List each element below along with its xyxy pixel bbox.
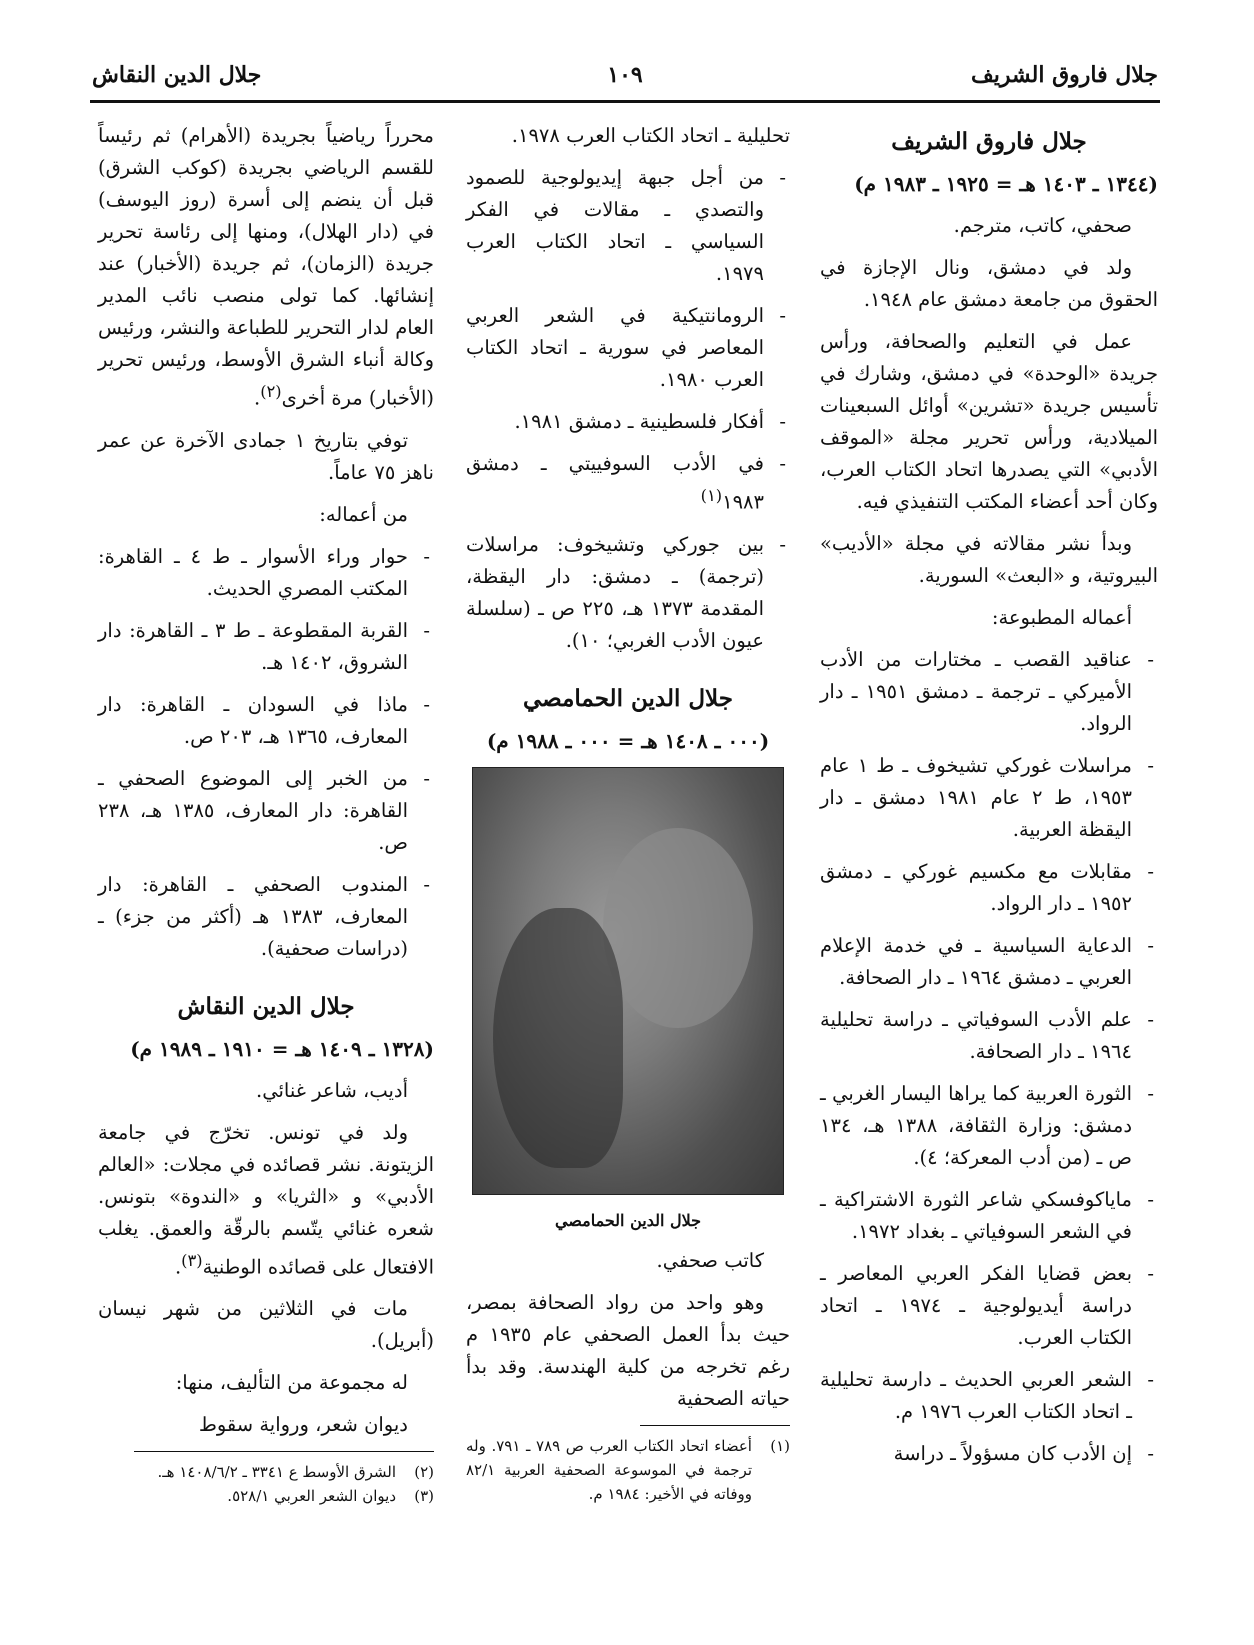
paragraph: ديوان شعر، ورواية سقوط [198,1413,408,1436]
works-heading: أعماله المطبوعة: [991,606,1132,629]
footnote-rule [640,1425,790,1426]
footnote-key: (٢) [414,1463,434,1481]
paragraph: وهو واحد من رواد الصحافة بمصر، حيث بدأ العمل الصحفي عام ١٩٣٥ م رغم تخرجه من كلية الهندسة. وقد بدأ حياته الصحفية [466,1290,790,1410]
list-item: - الشعر العربي الحديث ـ دارسة تحليلية ـ اتحاد الكتاب العرب ١٩٧٦ م. [820,1364,1158,1428]
list-item: - الرومانتيكية في الشعر العربي المعاصر في سورية ـ اتحاد الكتاب العرب ١٩٨٠. [466,300,790,396]
list-item: - عناقيد القصب ـ مختارات من الأدب الأميركي ـ ترجمة ـ دمشق ١٩٥١ ـ دار الرواد. [820,644,1158,740]
photo-caption: جلال الدين الحمامصي [554,1210,702,1230]
footnote-ref: (٣) [181,1250,203,1270]
entry-title: جلال الدين النقاش [177,992,355,1020]
running-header [92,62,1158,102]
paragraph: أديب، شاعر غنائي. [256,1078,408,1102]
list-item: - حوار وراء الأسوار ـ ط ٤ ـ القاهرة: المكتب المصري الحديث. [98,541,434,605]
portrait-photo [472,767,784,1195]
paragraph: مات في الثلاثين من شهر نيسان (أبريل). [98,1297,434,1352]
works-heading: من أعماله: [319,502,408,526]
list-item: - بين جوركي وتشيخوف: مراسلات (ترجمة) ـ دمشق: دار اليقظة، المقدمة ١٣٧٣ هـ، ٢٢٥ ص ـ (سلسلة عيون الأدب الغربي؛ ١٠). [466,529,790,657]
footnote-ref: (١) [700,486,723,505]
list-item: - من الخبر إلى الموضوع الصحفي ـ القاهرة: دار المعارف، ١٣٨٥ هـ، ٢٣٨ ص. [98,763,434,859]
footnote [98,1484,434,1508]
column-right [820,120,1158,1480]
paragraph: صحفي، كاتب، مترجم. [953,214,1132,237]
paragraph: ولد في تونس. تخرّج في جامعة الزيتونة. نشر قصائده في مجلات: «العالم الأدبي» و «الثريا» و «الندوة» بتونس. شعره غنائي يتّسم بالرقّة والعمق. يغلب الافتعال على قصائده الوطنية$^{(٣)}$. [98,1120,434,1278]
list-item: - الثورة العربية كما يراها اليسار الغربي ـ دمشق: وزارة الثقافة، ١٣٨٨ هـ، ١٣٤ ص ـ (من أدب المعركة؛ ٤). [820,1078,1158,1174]
entry-dates: (١٣٢٨ ـ ١٤٠٩ هـ = ١٩١٠ ـ ١٩٨٩ م) [130,1036,434,1061]
paragraph: وبدأ نشر مقالاته في مجلة «الأديب» البيروتية، و «البعث» السورية. [820,532,1158,587]
list-item: - الدعاية السياسية ـ في خدمة الإعلام العربي ـ دمشق ١٩٦٤ ـ دار الصحافة. [820,930,1158,994]
paragraph: عمل في التعليم والصحافة، ورأس جريدة «الوحدة» في دمشق، وشارك في تأسيس جريدة «تشرين» أوائل السبعينات الميلادية، ورأس تحرير مجلة «الموقف الأدبي» التي يصدرها اتحاد الكتاب العرب، وكان أحد أعضاء المكتب التنفيذي فيه. [820,330,1158,513]
list-item: - ماياكوفسكي شاعر الثورة الاشتراكية ـ في الشعر السوفياتي ـ بغداد ١٩٧٢. [820,1184,1158,1248]
page-number: ١٠٩ [607,62,643,88]
footnote [98,1460,434,1484]
column-middle [466,120,790,1506]
list-item: - علم الأدب السوفياتي ـ دراسة تحليلية ١٩٦٤ ـ دار الصحافة. [820,1004,1158,1068]
footnote-key: (١) [770,1436,790,1455]
paragraph: محرراً رياضياً بجريدة (الأهرام) ثم رئيساً للقسم الرياضي بجريدة (كوكب الشرق) قبل أن ينضم إلى أسرة (روز اليوسف) في (دار الهلال)، ومنها إلى رئاسة تحرير جريدة (الزمان)، ثم جريدة (الأخبار) عند إنشائها. كما تولى منصب نائب المدير العام لدار التحرير للطباعة والنشر، ورئيس وكالة أنباء الشرق الأوسط، ورئيس تحرير (الأخبار) مرة أخرى$^{(٢)}$. [98,124,434,410]
list-item: - أفكار فلسطينية ـ دمشق ١٩٨١. [466,406,790,438]
footnote-key: (٣) [414,1487,434,1505]
list-item: - مقابلات مع مكسيم غوركي ـ دمشق ١٩٥٢ ـ دار الرواد. [820,856,1158,920]
entry-title: جلال الدين الحمامصي [522,684,734,712]
list-item: - من أجل جبهة إيديولوجية للصمود والتصدي ـ مقالات في الفكر السياسي ـ اتحاد الكتاب العرب ١٩٧٩. [466,162,790,290]
list-item: - القربة المقطوعة ـ ط ٣ ـ القاهرة: دار الشروق، ١٤٠٢ هـ. [98,615,434,679]
paragraph: ولد في دمشق، ونال الإجازة في الحقوق من جامعة دمشق عام ١٩٤٨. [820,256,1158,311]
header-rule [90,100,1160,103]
header-right-title: جلال فاروق الشريف [970,62,1158,88]
entry-title: جلال فاروق الشريف [891,128,1087,155]
list-item: - بعض قضايا الفكر العربي المعاصر ـ دراسة أيديولوجية ـ ١٩٧٤ ـ اتحاد الكتاب العرب. [820,1258,1158,1354]
list-item: - إن الأدب كان مسؤولاً ـ دراسة [820,1438,1158,1470]
works-list [820,644,1158,1470]
list-item: - المندوب الصحفي ـ القاهرة: دار المعارف، ١٣٨٣ هـ (أكثر من جزء) ـ (دراسات صحفية). [98,869,434,965]
paragraph-text: محرراً رياضياً بجريدة (الأهرام) ثم رئيساً للقسم الرياضي بجريدة (كوكب الشرق) قبل أن ينضم إلى أسرة (روز اليوسف) في (دار الهلال)، ومنها إلى رئاسة تحرير جريدة (الزمان)، ثم جريدة (الأخبار) عند إنشائها. كما تولى منصب نائب المدير العام لدار التحرير للطباعة والنشر، ورئيس وكالة أنباء الشرق الأوسط، ورئيس تحرير (الأخبار) مرة أخرى [98,124,434,410]
paragraph: توفي بتاريخ ١ جمادى الآخرة عن عمر ناهز ٧٥ عاماً. [98,428,434,484]
list-item-text: في الأدب السوفييتي ـ دمشق ١٩٨٣ [466,452,764,514]
header-left-title: جلال الدين النقاش [92,62,262,88]
entry-dates: (٠٠٠ ـ ١٤٠٨ هـ = ٠٠٠ ـ ١٩٨٨ م) [486,728,770,753]
paragraph-text: ولد في تونس. تخرّج في جامعة الزيتونة. نشر قصائده في مجلات: «العالم الأدبي» و «الثريا» و «الندوة» بتونس. شعره غنائي يتّسم بالرقّة والعمق. يغلب الافتعال على قصائده الوطنية [98,1120,434,1278]
footnote-text: أعضاء اتحاد الكتاب العرب ص ٧٨٩ ـ ٧٩١. وله ترجمة في الموسوعة الصحفية العربية ٨٢/١ ووفاته في الأخير: ١٩٨٤ م. [466,1436,752,1503]
footnote-ref: (٢) [260,382,282,401]
column-left [98,120,434,1508]
list-item: - مراسلات غوركي تشيخوف ـ ط ١ عام ١٩٥٣، ط ٢ عام ١٩٨١ دمشق ـ دار اليقظة العربية. [820,750,1158,846]
works-list [98,541,434,965]
footnote [466,1434,790,1506]
footnote-text: الشرق الأوسط ع ٣٣٤١ ـ ١٤٠٨/٦/٢ هـ. [157,1463,396,1481]
footnote-rule [134,1451,434,1452]
footnote-text: ديوان الشعر العربي ٥٢٨/١. [227,1487,396,1505]
works-list [466,162,790,657]
entry-dates: (١٣٤٤ ـ ١٤٠٣ هـ = ١٩٢٥ ـ ١٩٨٣ م) [854,172,1158,196]
paragraph: كاتب صحفي. [656,1248,764,1272]
paragraph: له مجموعة من التأليف، منها: [175,1371,408,1394]
list-item [466,448,790,519]
list-item: - ماذا في السودان ـ القاهرة: دار المعارف، ١٣٦٥ هـ، ٢٠٣ ص. [98,689,434,753]
paragraph-continued: تحليلية ـ اتحاد الكتاب العرب ١٩٧٨. [511,124,790,147]
